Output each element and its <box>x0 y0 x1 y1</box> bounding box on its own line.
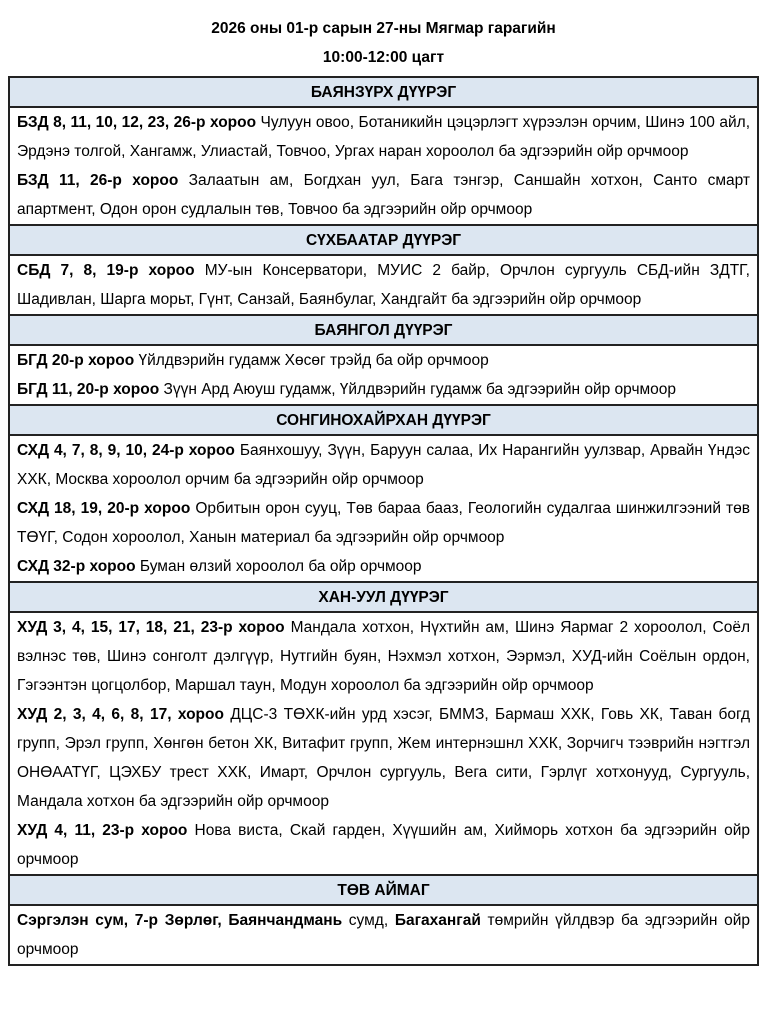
area-row-lead: СХД 18, 19, 20-р хороо <box>17 500 196 517</box>
area-row-lead: БГД 11, 20-р хороо <box>17 381 164 398</box>
outage-schedule-table <box>8 76 759 966</box>
area-row-lead: БЗД 11, 26-р хороо <box>17 172 189 189</box>
area-row-text: Буман өлзий хороолол ба ойр орчмоор <box>139 558 422 575</box>
area-row-lead: ХУД 4, 11, 23-р хороо <box>17 822 195 839</box>
area-row <box>17 375 750 404</box>
area-row-lead: Сэргэлэн сум, 7-р Зөрлөг, Баянчандмань <box>17 912 349 929</box>
area-row <box>17 700 750 816</box>
area-row-text: МУ-ын Консерватори, МУИС 2 байр, Орчлон сургууль СБД-ийн ЗДТГ, Шадивлан, Шарга морьт, Гүнт, Санзай, Баянбулаг, Хандгайт ба эдгээрийн ойр орчмоор <box>17 262 750 308</box>
area-row-text: Үйлдвэрийн гудамж Хөсөг трэйд ба ойр орчмоор <box>138 352 489 369</box>
area-row-text: Нова виста, Скай гарден, Хүүшийн ам, Хийморь хотхон ба эдгээрийн ойр орчмоор <box>17 822 750 868</box>
area-row-text: Залаатын ам, Богдхан уул, Бага тэнгэр, Саншайн хотхон, Санто смарт апартмент, Одон орон судлалын төв, Товчоо ба эдгээрийн ойр орчмоор <box>17 172 750 218</box>
area-row <box>17 816 750 874</box>
section-header: БАЯНГОЛ ДҮҮРЭГ <box>10 314 757 346</box>
area-row <box>17 346 750 375</box>
area-row <box>17 108 750 166</box>
area-row <box>17 494 750 552</box>
page-title-block <box>0 0 767 72</box>
area-row-lead: ХУД 3, 4, 15, 17, 18, 21, 23-р хороо <box>17 619 291 636</box>
section-body <box>10 613 757 874</box>
section-header: СОНГИНОХАЙРХАН ДҮҮРЭГ <box>10 404 757 436</box>
area-row-text: ДЦС-3 ТӨХК-ийн урд хэсэг, БММЗ, Бармаш ХХК, Говь ХК, Таван богд групп, Эрэл групп, Хөнгөн бетон ХК, Витафит групп, Жем интернэшнл ХХК, Зорчигч тээврийн нэгтгэл ОНӨААТҮГ, ЦЭХБУ трест ХХК, Имарт, Орчлон сургууль, Вега сити, Гэрлүг хотхонууд, Сургууль, Мандала хотхон ба эдгээрийн ойр орчмоор <box>17 706 750 810</box>
area-row <box>17 436 750 494</box>
area-row-lead: БГД 20-р хороо <box>17 352 139 369</box>
area-row-text: сумд, <box>348 912 395 929</box>
section-header: ХАН-УУЛ ДҮҮРЭГ <box>10 581 757 613</box>
section-body <box>10 108 757 224</box>
area-row-lead: СХД 32-р хороо <box>17 558 140 575</box>
section-body <box>10 256 757 314</box>
area-row-text: Мандала хотхон, Нүхтийн ам, Шинэ Яармаг 2 хороолол, Соёл вэлнэс төв, Шинэ сонголт дэлгүүр, Нутгийн буян, Нэхмэл хотхон, Ээрмэл, ХУД-ийн Соёлын ордон, Гэгээнтэн цогцолбор, Маршал таун, Модун хороолол ба эдгээрийн ойр орчмоор <box>17 619 750 694</box>
area-row <box>17 552 750 581</box>
area-row-lead: СБД 7, 8, 19-р хороо <box>17 262 205 279</box>
section-body <box>10 906 757 964</box>
area-row-text: Орбитын орон сууц, Төв бараа бааз, Геологийн судалгаа шинжилгээний төв ТӨҮГ, Содон хороолол, Ханын материал ба эдгээрийн ойр орчмоор <box>17 500 750 546</box>
area-row-lead: ХУД 2, 3, 4, 6, 8, 17, хороо <box>17 706 231 723</box>
area-row <box>17 613 750 700</box>
page-title-date: 2026 оны 01-р сарын 27-ны Мягмар гарагийн <box>211 20 556 37</box>
area-row-text: төмрийн үйлдвэр ба эдгээрийн ойр орчмоор <box>17 912 751 958</box>
area-row <box>17 166 750 224</box>
area-row-lead: Багахангай <box>394 912 488 929</box>
area-row-lead: БЗД 8, 11, 10, 12, 23, 26-р хороо <box>17 114 261 131</box>
section-body <box>10 346 757 404</box>
area-row-text: Зүүн Ард Аюуш гудамж, Үйлдвэрийн гудамж ба эдгээрийн ойр орчмоор <box>163 381 677 398</box>
section-header: БАЯНЗҮРХ ДҮҮРЭГ <box>10 78 757 108</box>
section-header: ТӨВ АЙМАГ <box>10 874 757 906</box>
area-row <box>17 906 750 964</box>
section-body <box>10 436 757 581</box>
area-row <box>17 256 750 314</box>
area-row-text: Баянхошуу, Зүүн, Баруун салаа, Их Нарангийн уулзвар, Арвайн Үндэс ХХК, Москва хороолол орчим ба эдгээрийн ойр орчмоор <box>17 442 750 488</box>
area-row-text: Чулуун овоо, Ботаникийн цэцэрлэгт хүрээлэн орчим, Шинэ 100 айл, Эрдэнэ толгой, Хангамж, Улиастай, Товчоо, Ургах наран хороолол ба эдгээрийн ойр орчмоор <box>17 114 750 160</box>
area-row-lead: СХД 4, 7, 8, 9, 10, 24-р хороо <box>17 442 240 459</box>
section-header: СҮХБААТАР ДҮҮРЭГ <box>10 224 757 256</box>
page-title-time: 10:00-12:00 цагт <box>322 49 445 66</box>
